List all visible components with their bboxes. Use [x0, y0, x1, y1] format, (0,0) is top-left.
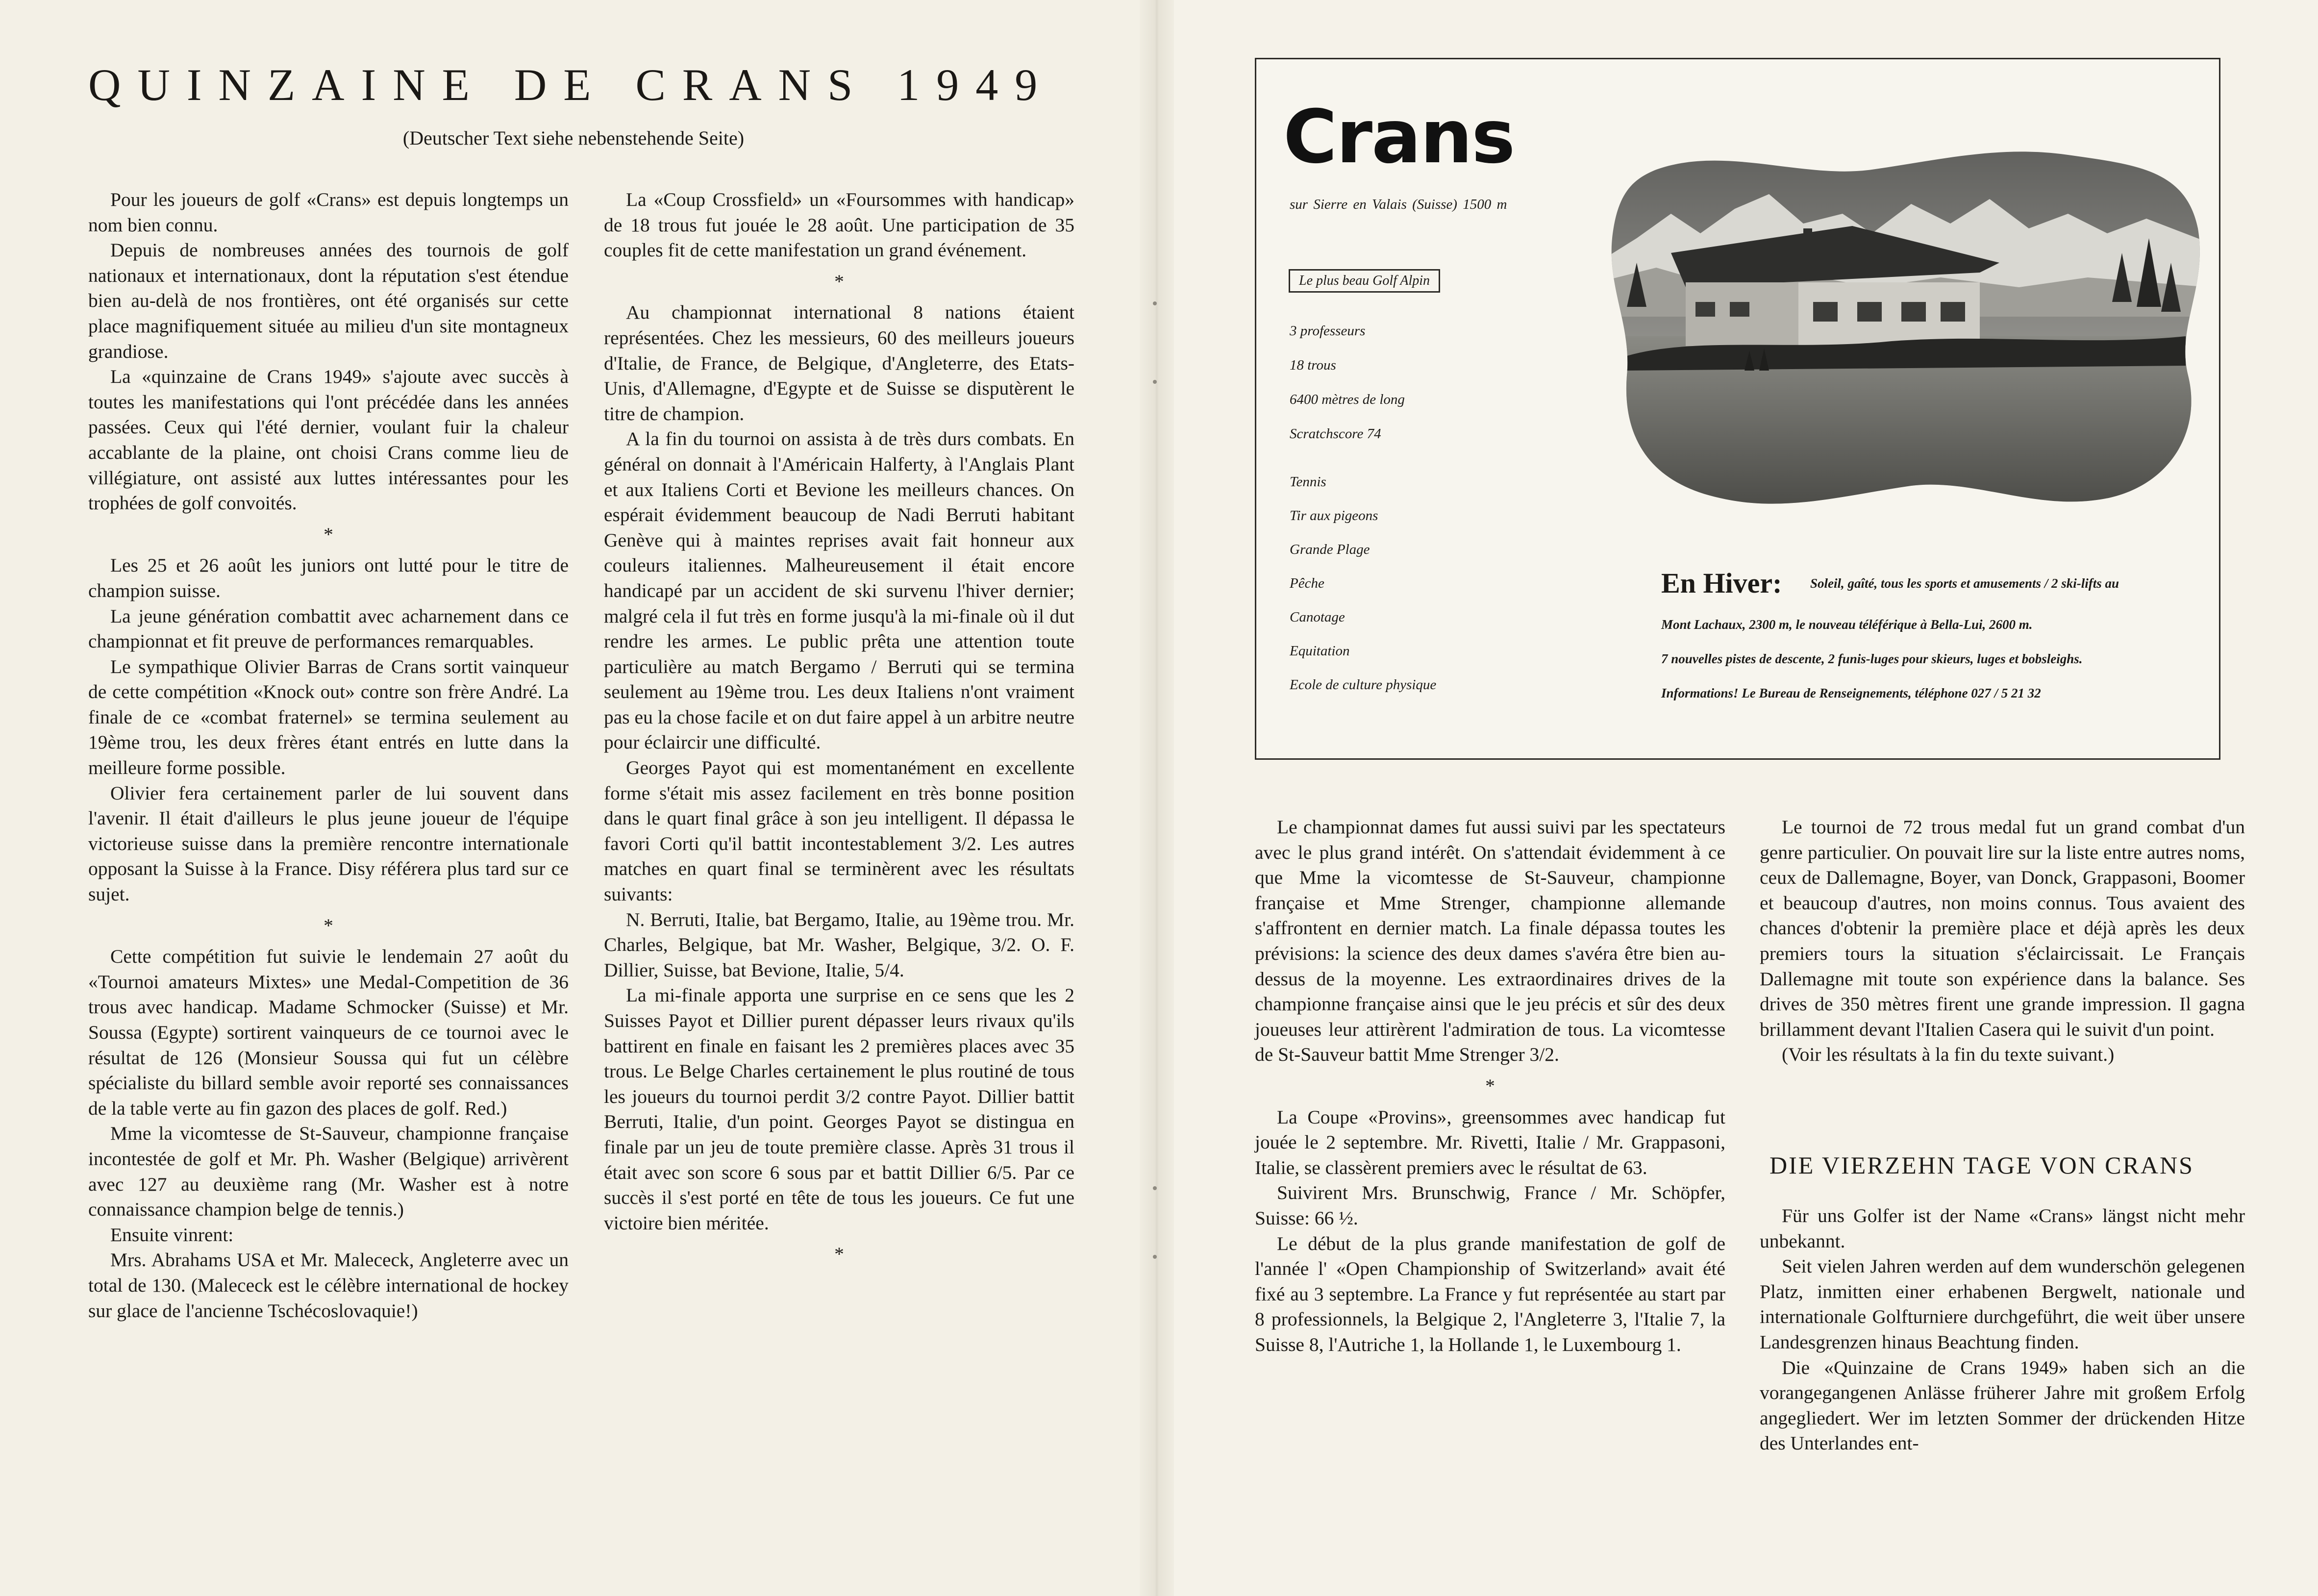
winter-line: Informations! Le Bureau de Renseignements, téléphone 027 / 5 21 32 — [1661, 686, 2041, 700]
binding-mark — [1153, 1255, 1157, 1259]
winter-line: Soleil, gaîté, tous les sports et amusements / 2 ski-lifts au — [1810, 576, 2119, 591]
golf-fact: 6400 mètres de long — [1290, 392, 1405, 407]
paragraph: La jeune génération combattit avec acharnement dans ce championnat et fit preuve de performances remarquables. — [88, 605, 569, 652]
activity-item: Canotage — [1290, 609, 1345, 625]
activity-item: Tir aux pigeons — [1290, 508, 1378, 524]
golf-fact: Scratchscore 74 — [1290, 426, 1381, 442]
golf-fact: 3 professeurs — [1290, 323, 1366, 339]
winter-line: Mont Lachaux, 2300 m, le nouveau téléférique à Bella-Lui, 2600 m. — [1661, 617, 2033, 632]
paragraph: Le championnat dames fut aussi suivi par les spectateurs avec le plus grand intérêt. On s'attendait évidemment à ce que Mme la vicomtesse de St-Sauveur, championne française et Mme Strenger, championne allemande s'affrontent en dernier match. La finale dépassa toutes les prévisions: la science des deux dames s'avéra être bien au-dessus de la moyenne. Les extraordinaires drives de la championne française ainsi que le jeu précis et sûr des deux joueuses leur attirèrent l'admiration de tous. La vicomtesse de St-Sauveur battit Mme Strenger 3/2. — [1255, 816, 1725, 1066]
section-separator: * — [834, 1243, 844, 1265]
clubhouse-photo — [1597, 140, 2210, 513]
text-column-4 — [1760, 815, 2245, 1068]
text-column-2 — [604, 187, 1074, 1273]
ad-location: sur Sierre en Valais (Suisse) 1500 m — [1290, 197, 1507, 212]
german-section-title: DIE VIERZEHN TAGE VON CRANS — [1770, 1151, 2194, 1179]
paragraph: La «Coup Crossfield» un «Foursommes with handicap» de 18 trous fut jouée le 28 août. Une participation de 35 couples fit de cette manifestation un grand événement. — [604, 189, 1074, 261]
paragraph: Cette compétition fut suivie le lendemain 27 août du «Tournoi amateurs Mixtes» une Medal-Competition de 36 trous avec handicap. Madame Schmocker (Suisse) et Mr. Soussa (Egypte) sortirent vainqueurs de ce tournoi avec le résultat de 126 (Monsieur Soussa qui fut un célèbre spécialiste du billard semble avoir reporté ses connaissances de la table verte au fin gazon des places de golf. Red.) — [88, 946, 569, 1119]
paragraph: La Coupe «Provins», greensommes avec handicap fut jouée le 2 septembre. Mr. Rivetti, Italie / Mr. Grappasoni, Italie, se classèrent premiers avec le résultat de 63. — [1255, 1106, 1725, 1178]
winter-heading: En Hiver: — [1661, 567, 1782, 599]
paragraph: La mi-finale apporta une surprise en ce sens que les 2 Suisses Payot et Dillier purent dépasser leurs rivaux qu'ils battirent en finale en faisant les 2 premières places avec 35 trous. Le Belge Charles certainement le plus routiné de tous les joueurs du tournoi perdit 3/2 contre Payot. Dillier battit Berruti, Italie, d'un point. Georges Payot se distingua en finale par un jeu de toute première classe. Après 31 trous il était avec son score 6 sous par et battit Dillier 6/5. Par ce succès il s'est porté en tête de tous les joueurs. Ce fut une victoire bien méritée. — [604, 984, 1074, 1234]
section-separator: * — [324, 523, 333, 545]
text-column-3 — [1255, 815, 1725, 1357]
paragraph: A la fin du tournoi on assista à de très durs combats. En général on donnait à l'Américain Halferty, à l'Anglais Plant et aux Italiens Corti et Bevione les meilleurs chances. On espérait évidemment beaucoup de Nadi Berruti habitant Genève qui à maintes reprises avait fait honneur aux couleurs italiennes. Malheureusement il était encore handicapé par un accident de ski survenu l'hiver dernier; malgré cela il fut très en forme jusqu'à la mi-finale où il dut rendre les armes. Le public prêta une attention toute particulière au match Bergamo / Berruti qui se termina seulement au 19ème trou. Les deux Italiens n'ont vraiment pas eu la chose facile et on dut faire appel à un arbitre neutre pour éclaircir une difficulté. — [604, 428, 1074, 753]
paragraph: (Voir les résultats à la fin du texte suivant.) — [1782, 1044, 2115, 1066]
text-column-1 — [88, 187, 569, 1323]
text-column-4-german — [1760, 1203, 2245, 1456]
paragraph: La «quinzaine de Crans 1949» s'ajoute avec succès à toutes les manifestations qui l'ont précédée dans les années passées. Ceux qui l'été dernier, voulant fuir la chaleur accablante de la plaine, ont choisi Crans comme lieu de villégiature, ont assisté aux luttes intéressantes pour les trophées de golf convoités. — [88, 366, 569, 514]
activity-item: Grande Plage — [1290, 542, 1370, 557]
paragraph: Mme la vicomtesse de St-Sauveur, championne française incontestée de golf et Mr. Ph. Washer (Belgique) arrivèrent avec 127 au deuxième rang (Mr. Washer est à notre connaissance champion belge de tennis.) — [88, 1122, 569, 1221]
paragraph: Suivirent Mrs. Brunschwig, France / Mr. Schöpfer, Suisse: 66 ½. — [1255, 1182, 1725, 1229]
activity-item: Equitation — [1290, 643, 1350, 659]
paragraph: Für uns Golfer ist der Name «Crans» längst nicht mehr unbekannt. — [1760, 1205, 2245, 1252]
page-title: QUINZAINE DE CRANS 1949 — [88, 60, 1054, 110]
paragraph: Die «Quinzaine de Crans 1949» haben sich an die vorangegangenen Anlässe früherer Jahre mit großem Erfolg angegliedert. Wer im letzten Sommer der drückenden Hitze des Unterlandes ent- — [1760, 1356, 2245, 1454]
section-separator: * — [834, 270, 844, 292]
paragraph: Mrs. Abrahams USA et Mr. Malececk, Angleterre avec un total de 130. (Malececk est le célèbre international de hockey sur glace de l'ancienne Tschécoslovaquie!) — [88, 1249, 569, 1322]
activity-item: Ecole de culture physique — [1290, 677, 1437, 693]
activity-item: Tennis — [1290, 474, 1326, 490]
section-separator: * — [1485, 1074, 1495, 1097]
crans-advertisement — [1255, 58, 2220, 760]
crans-logo: Crans — [1283, 95, 1515, 180]
section-separator: * — [324, 914, 333, 936]
binding-mark — [1153, 301, 1157, 305]
binding-mark — [1153, 1186, 1157, 1190]
ad-tagline: Le plus beau Golf Alpin — [1289, 269, 1440, 293]
paragraph: Georges Payot qui est momentanément en excellente forme s'était mis assez facilement en très bonne position dans le quart final grâce à son jeu intelligent. Il dépassa le favori Corti qu'il battit incontestablement 3/2. Les autres matches en quart final se terminèrent avec les résultats suivants: — [604, 757, 1074, 905]
golf-facts-list — [1290, 323, 1405, 460]
activity-item: Pêche — [1290, 575, 1324, 591]
paragraph: Ensuite vinrent: — [110, 1223, 234, 1246]
page-subtitle: (Deutscher Text siehe nebenstehende Seite) — [402, 127, 745, 149]
binding-mark — [1153, 380, 1157, 384]
activities-list — [1290, 474, 1436, 711]
paragraph: Seit vielen Jahren werden auf dem wunderschön gelegenen Platz, inmitten einer erhabenen Bergwelt, nationale und internationale Golfturniere durchgeführt, die weit über unsere Landesgrenzen hinaus Beachtung finden. — [1760, 1255, 2245, 1353]
paragraph: Depuis de nombreuses années des tournois de golf nationaux et internationaux, dont la réputation s'est étendue bien au-delà de nos frontières, ont été organisés sur cette place magnifiquement située au milieu d'un site montagneux grandiose. — [88, 239, 569, 362]
paragraph: Les 25 et 26 août les juniors ont lutté pour le titre de champion suisse. — [88, 554, 569, 601]
paragraph: Le début de la plus grande manifestation de golf de l'année l' «Open Championship of Switzerland» avait été fixé au 3 septembre. La France y fut représentée au start par 8 professionnels, la Belgique 2, l'Angleterre 3, l'Italie 7, la Suisse 8, l'Autriche 1, la Hollande 1, le Luxembourg 1. — [1255, 1232, 1725, 1355]
paragraph: Le sympathique Olivier Barras de Crans sortit vainqueur de cette compétition «Knock out» contre son frère André. La finale de ce «combat fraternel» se termina seulement au 19ème trou, les deux frères étant entrés en lutte dans la meilleure forme possible. — [88, 655, 569, 779]
paragraph: N. Berruti, Italie, bat Bergamo, Italie, au 19ème trou. Mr. Charles, Belgique, bat Mr. Washer, Belgique, 3/2. O. F. Dillier, Suisse, bat Bevione, Italie, 5/4. — [604, 908, 1074, 981]
paragraph: Au championnat international 8 nations étaient représentées. Chez les messieurs, 60 des meilleurs joueurs d'Italie, de France, de Belgique, d'Angleterre, des Etats-Unis, d'Allemagne, d'Egypte et de Suisse se disputèrent le titre de champion. — [604, 301, 1074, 424]
page-gutter — [1140, 0, 1174, 1596]
paragraph: Olivier fera certainement parler de lui souvent dans l'avenir. Il était d'ailleurs le plus jeune joueur de l'équipe victorieuse suisse dans la première rencontre internationale opposant la Suisse à la France. Disy référera plus tard sur ce sujet. — [88, 782, 569, 905]
winter-line: 7 nouvelles pistes de descente, 2 funis-luges pour skieurs, luges et bobsleighs. — [1661, 651, 2083, 666]
paragraph: Le tournoi de 72 trous medal fut un grand combat d'un genre particulier. On pouvait lire sur la liste entre autres noms, ceux de Dallemagne, Boyer, van Donck, Grappasoni, Boomer et beaucoup d'autres, non moins connus. Tous avaient des chances d'obtenir la première place et déjà après les deux premiers tours la situation s'éclaircissait. Le Français Dallemagne mit toute son expérience dans la balance. Ses drives de 350 mètres firent une grande impression. Il gagna brillamment devant l'Italien Casera qui le suivit d'un point. — [1760, 816, 2245, 1040]
paragraph: Pour les joueurs de golf «Crans» est depuis longtemps un nom bien connu. — [88, 189, 569, 236]
golf-fact: 18 trous — [1290, 357, 1336, 373]
